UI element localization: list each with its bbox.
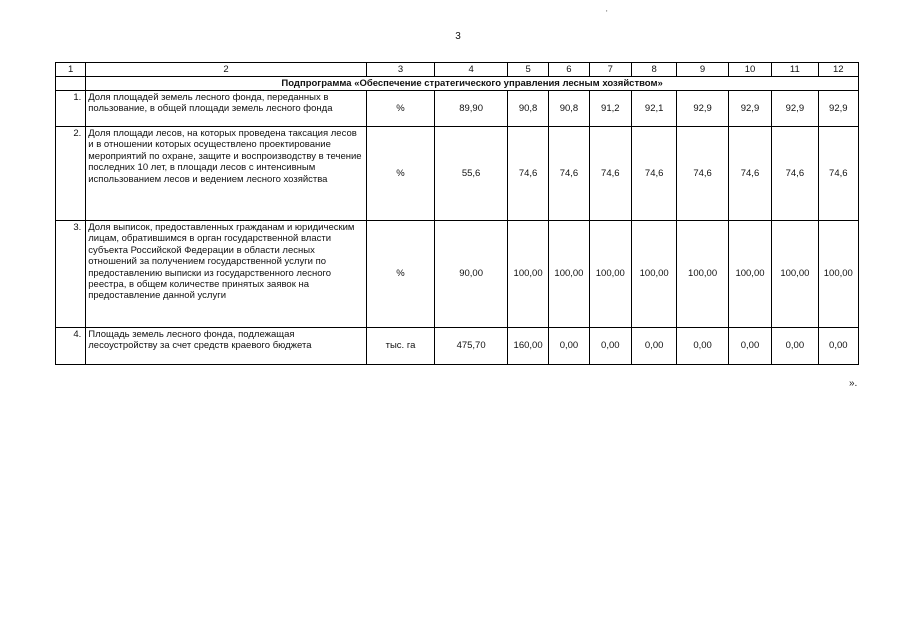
value-cell: 0,00 — [549, 328, 589, 365]
column-header: 8 — [631, 63, 676, 77]
value-cell: 0,00 — [631, 328, 676, 365]
value-cell: 90,8 — [507, 91, 548, 127]
table-row — [56, 91, 859, 127]
value-cell: 100,00 — [631, 221, 676, 328]
section-title: Подпрограмма «Обеспечение стратегического управления лесным хозяйством» — [86, 77, 859, 91]
value-cell: 100,00 — [507, 221, 548, 328]
row-number: 4. — [56, 328, 86, 365]
value-cell: 475,70 — [435, 328, 508, 365]
column-header: 9 — [677, 63, 728, 77]
column-header: 4 — [435, 63, 508, 77]
value-cell: 74,6 — [772, 127, 818, 221]
value-cell: 160,00 — [507, 328, 548, 365]
closing-quote-mark: ». — [849, 378, 858, 389]
indicator-name: Доля площади лесов, на которых проведена таксация лесов и в отношении которых осуществлено проектирование мероприятий по охране, защите и воспроизводству в течение последних 10 лет, в площади лесов с интенсивным использованием лесов и ведением лесного хозяйства — [86, 127, 366, 221]
column-header: 1 — [56, 63, 86, 77]
section-number-cell — [56, 77, 86, 91]
value-cell: 100,00 — [818, 221, 858, 328]
value-cell: 92,1 — [631, 91, 676, 127]
value-cell: 0,00 — [589, 328, 631, 365]
value-cell: 74,6 — [631, 127, 676, 221]
value-cell: 74,6 — [818, 127, 858, 221]
row-number: 2. — [56, 127, 86, 221]
indicator-name: Площадь земель лесного фонда, подлежащая лесоустройству за счет средств краевого бюджета — [86, 328, 366, 365]
value-cell: 92,9 — [728, 91, 771, 127]
value-cell: 92,9 — [677, 91, 728, 127]
row-number: 3. — [56, 221, 86, 328]
column-header: 10 — [728, 63, 771, 77]
value-cell: 100,00 — [549, 221, 589, 328]
indicator-name: Доля выписок, предоставленных гражданам и юридическим лицам, обратившимся в орган государственной власти субъекта Российской Федерации в области лесных отношений за получением государственной услуги по предоставлению выписки из государственного лесного реестра, в общем количестве принятых заявок на предоставление данной услуги — [86, 221, 366, 328]
column-header: 2 — [86, 63, 366, 77]
scan-tick-mark: ' — [606, 9, 608, 18]
table-row — [56, 127, 859, 221]
value-cell: 100,00 — [677, 221, 728, 328]
value-cell: 0,00 — [677, 328, 728, 365]
column-header: 12 — [818, 63, 858, 77]
value-cell: 0,00 — [772, 328, 818, 365]
value-cell: 74,6 — [589, 127, 631, 221]
value-cell: 92,9 — [818, 91, 858, 127]
unit-cell: % — [366, 91, 435, 127]
table-row — [56, 221, 859, 328]
value-cell: 0,00 — [818, 328, 858, 365]
value-cell: 90,8 — [549, 91, 589, 127]
value-cell: 74,6 — [549, 127, 589, 221]
unit-cell: % — [366, 221, 435, 328]
column-header: 11 — [772, 63, 818, 77]
value-cell: 90,00 — [435, 221, 508, 328]
indicator-name: Доля площадей земель лесного фонда, переданных в пользование, в общей площади земель лесного фонда — [86, 91, 366, 127]
table-row — [56, 328, 859, 365]
value-cell: 100,00 — [589, 221, 631, 328]
value-cell: 100,00 — [772, 221, 818, 328]
column-header: 7 — [589, 63, 631, 77]
section-row — [56, 77, 859, 91]
value-cell: 74,6 — [677, 127, 728, 221]
column-header: 5 — [507, 63, 548, 77]
value-cell: 91,2 — [589, 91, 631, 127]
unit-cell: тыс. га — [366, 328, 435, 365]
value-cell: 0,00 — [728, 328, 771, 365]
value-cell: 89,90 — [435, 91, 508, 127]
value-cell: 74,6 — [507, 127, 548, 221]
indicators-table — [55, 62, 859, 365]
value-cell: 92,9 — [772, 91, 818, 127]
value-cell: 74,6 — [728, 127, 771, 221]
row-number: 1. — [56, 91, 86, 127]
page-number: 3 — [455, 31, 461, 42]
column-header: 3 — [366, 63, 435, 77]
unit-cell: % — [366, 127, 435, 221]
value-cell: 100,00 — [728, 221, 771, 328]
column-header-row — [56, 63, 859, 77]
column-header: 6 — [549, 63, 589, 77]
value-cell: 55,6 — [435, 127, 508, 221]
